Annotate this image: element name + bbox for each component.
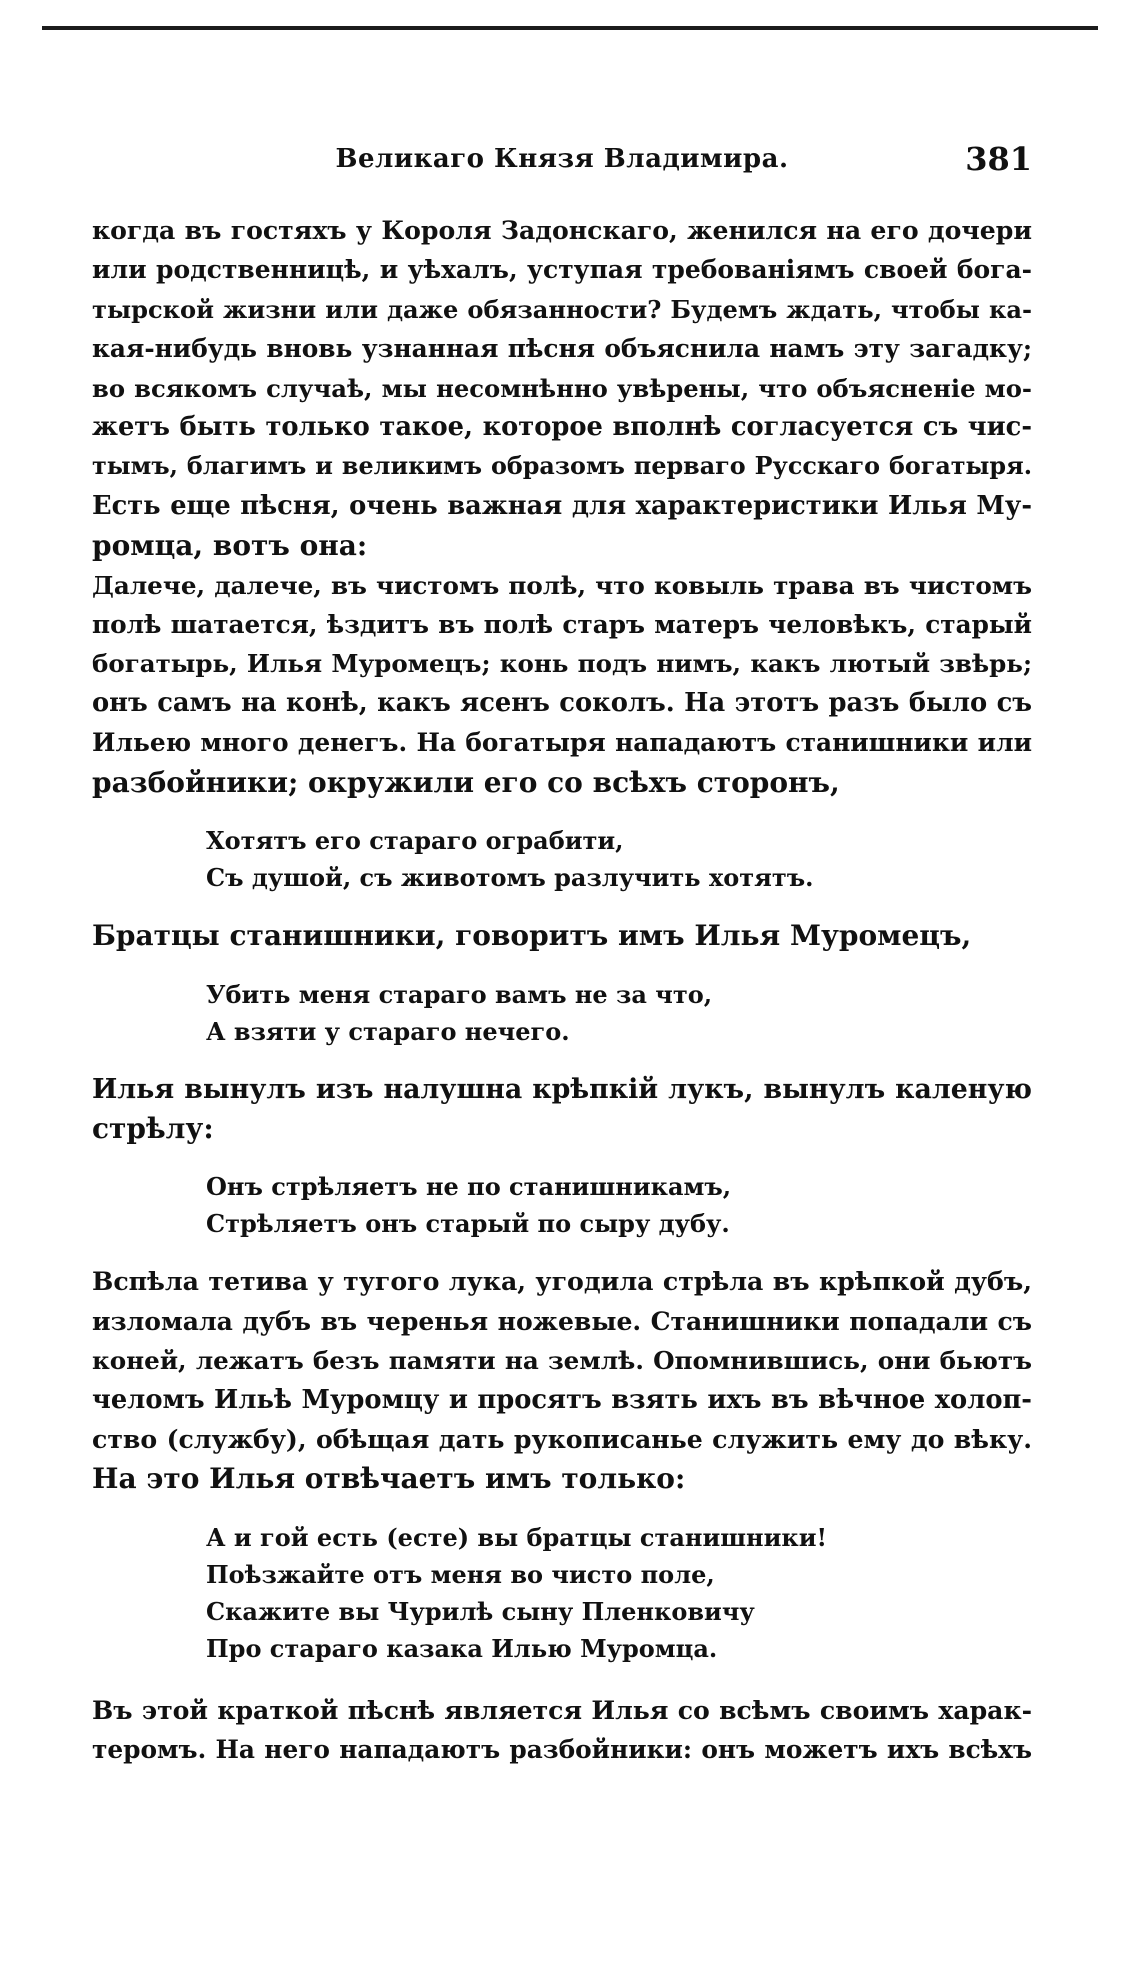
text-line: во всякомъ случаѣ, мы несомнѣнно увѣрены, что объясненіе мо-	[92, 373, 1032, 403]
running-head: Великаго Князя Владимира.	[335, 144, 789, 174]
verse-line: Стрѣляетъ онъ старый по сыру дубу.	[206, 1209, 730, 1239]
text-line: тымъ, благимъ и великимъ образомъ перваго Русскаго богатыря.	[92, 452, 1032, 481]
text-line: тырской жизни или даже обязанности? Будемъ ждать, чтобы ка-	[92, 294, 1032, 324]
verse-line: А и гой есть (есте) вы братцы станишники!	[206, 1522, 828, 1552]
text-line: ромца, вотъ она:	[92, 529, 368, 563]
text-line: Въ этой краткой пѣснѣ является Илья со всѣмъ своимъ харак-	[92, 1694, 1032, 1725]
text-line: разбойники; окружили его со всѣхъ сторонъ,	[92, 765, 840, 799]
text-line: Илья вынулъ изъ налушна крѣпкій лукъ, вынулъ каленую	[92, 1073, 1032, 1105]
text-line: На это Илья отвѣчаетъ имъ только:	[92, 1462, 686, 1496]
verse-line: Убить меня стараго вамъ не за что,	[206, 979, 713, 1009]
paragraph	[92, 1691, 1032, 1770]
paragraph	[92, 916, 1032, 955]
text-line: Братцы станишники, говоритъ имъ Илья Муромецъ,	[92, 919, 972, 953]
text-line: Далече, далече, въ чистомъ полѣ, что ковыль трава въ чистомъ	[92, 570, 1032, 600]
paragraph	[92, 487, 1032, 566]
text-line: жетъ быть только такое, которое вполнѣ согласуется съ чис-	[92, 412, 1032, 443]
paragraph	[92, 1262, 1032, 1498]
text-line: когда въ гостяхъ у Короля Задонскаго, женился на его дочери	[92, 215, 1032, 245]
text-line: кая-нибудь вновь узнанная пѣсня объяснила намъ эту загадку;	[92, 334, 1032, 364]
paragraph	[92, 566, 1032, 802]
verse-line: Съ душой, съ животомъ разлучить хотятъ.	[206, 863, 814, 893]
verse-block	[92, 976, 1032, 1050]
page-header	[92, 140, 1032, 184]
verse-line: Скажите вы Чурилѣ сыну Пленковичу	[206, 1596, 755, 1626]
verse-line: Онъ стрѣляетъ не по станишникамъ,	[206, 1172, 732, 1202]
verse-line: Поѣзжайте отъ меня во чисто поле,	[206, 1559, 715, 1589]
verse-block	[92, 822, 1032, 896]
text-line: теромъ. На него нападаютъ разбойники: онъ можетъ ихъ всѣхъ	[92, 1735, 1032, 1765]
verse-line: А взяти у стараго нечего.	[206, 1016, 570, 1046]
text-line: изломала дубъ въ черенья ножевые. Станишники попадали съ	[92, 1305, 1032, 1336]
text-line: ство (службу), обѣщая дать рукописанье служить ему до вѣку.	[92, 1423, 1032, 1454]
verse-line: Про стараго казака Илью Муромца.	[206, 1633, 718, 1663]
page-number: 381	[965, 140, 1032, 178]
verse-block	[92, 1519, 1032, 1667]
verse-block	[92, 1168, 1032, 1242]
text-line: Вспѣла тетива у тугого лука, угодила стрѣла въ крѣпкой дубъ,	[92, 1266, 1032, 1297]
text-line: коней, лежатъ безъ памяти на землѣ. Опомнившись, они бьютъ	[92, 1346, 1032, 1376]
text-line: челомъ Ильѣ Муромцу и просятъ взять ихъ въ вѣчное холоп-	[92, 1384, 1032, 1415]
text-line: Есть еще пѣсня, очень важная для характеристики Илья Му-	[92, 490, 1032, 521]
text-line: богатырь, Илья Муромецъ; конь подъ нимъ, какъ лютый звѣрь;	[92, 649, 1032, 679]
text-line: полѣ шатается, ѣздитъ въ полѣ старъ матеръ человѣкъ, старый	[92, 610, 1032, 640]
text-line: стрѣлу:	[92, 1111, 214, 1145]
text-line: онъ самъ на конѣ, какъ ясенъ соколъ. На этотъ разъ было съ	[92, 687, 1032, 718]
text-line: Ильею много денегъ. На богатыря нападаютъ станишники или	[92, 728, 1032, 758]
text-line: или родственницѣ, и уѣхалъ, уступая требованіямъ своей бога-	[92, 255, 1032, 285]
top-rule	[42, 26, 1098, 30]
paragraph	[92, 1070, 1032, 1149]
paragraph	[92, 211, 1032, 487]
verse-line: Хотятъ его стараго ограбити,	[206, 826, 624, 856]
page-body	[92, 211, 1032, 1770]
